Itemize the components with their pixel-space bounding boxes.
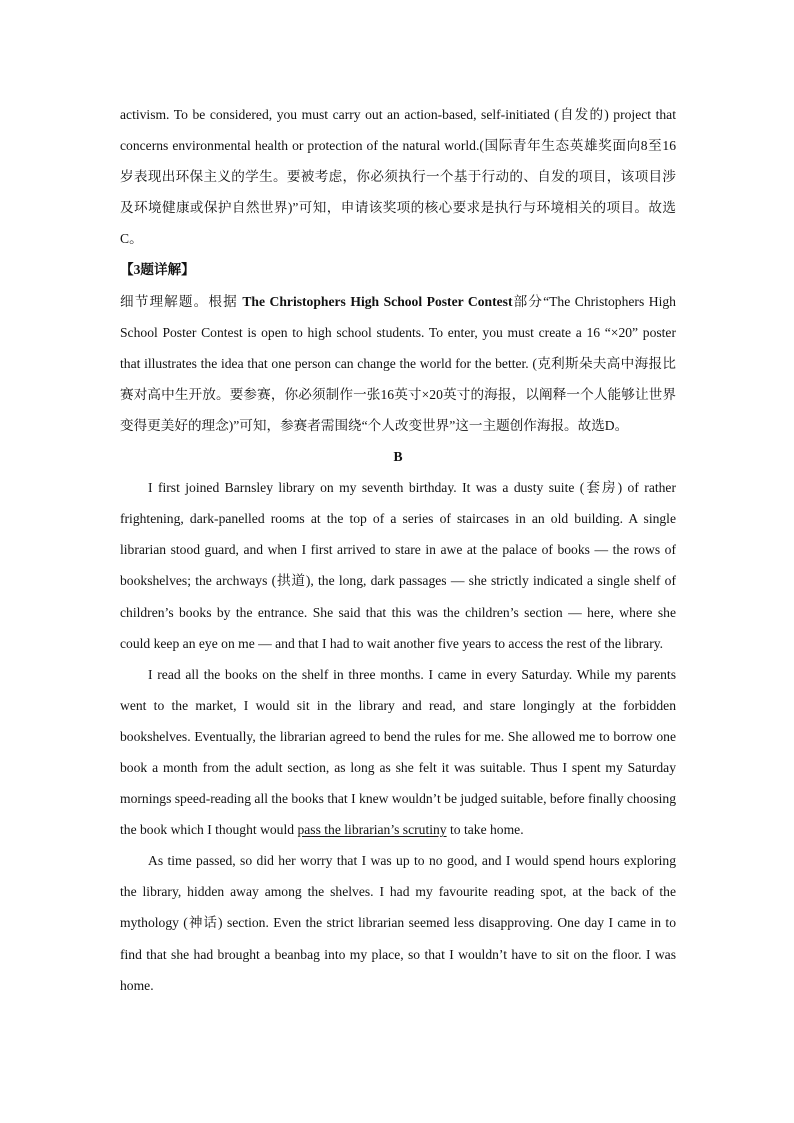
paragraph-2-text-before: I read all the books on the shelf in three months. I came in every Saturday. While my parents went to the market, I would sit in the library and read, and stare longingly at the forbidden bookshelves. Eventually, the librarian agreed to bend the rules for me. She allowed me to borrow one book a month from the adult section, as long as she felt it was suitable. Thus I spent my Saturday mornings speed-reading all the books that I knew wouldn’t be judged suitable, before finally choosing the book which I thought would	[120, 666, 676, 838]
question-3-explanation	[120, 286, 676, 441]
paragraph-2-text-after: to take home.	[446, 822, 524, 838]
passage-b-paragraph-2	[120, 659, 676, 846]
question-3-intro: 细节理解题。根据	[120, 293, 243, 309]
document-body	[120, 99, 676, 1001]
answer-2-explanation: activism. To be considered, you must carry out an action-based, self-initiated (自发的) project that concerns environmental health or protection of the natural world.(国际青年生态英雄奖面向8至16岁表现出环保主义的学生。要被考虑，你必须执行一个基于行动的、自发的项目，该项目涉及环境健康或保护自然世界)”可知，申请该奖项的核心要求是执行与环境相关的项目。故选C。	[120, 107, 676, 247]
passage-b-paragraph-3: As time passed, so did her worry that I was up to no good, and I would spend hours exploring the library, hidden away among the shelves. I had my favourite reading spot, at the back of the mythology (神话) section. Even the strict librarian seemed less disapproving. One day I came in to find that she had brought a beanbag into my place, so that I wouldn’t have to sit on the floor. I was home.	[120, 853, 676, 993]
passage-b-title: B	[393, 449, 403, 465]
poster-contest-section-name: The Christophers High School Poster Contest	[242, 293, 513, 309]
question-3-body: 部分“The Christophers High School Poster Contest is open to high school students. To enter, you must create a 16 “×20” poster that illustrates the idea that one person can change the world for the better. (克利斯朵夫高中海报比赛对高中生开放。要参赛，你必须制作一张16英寸×20英寸的海报，以阐释一个人能够让世界变得更美好的理念)”可知，参赛者需围绕“个人改变世界”这一主题创作海报。故选D。	[120, 293, 676, 433]
passage-b-paragraph-1: I first joined Barnsley library on my seventh birthday. It was a dusty suite (套房) of rather frightening, dark-panelled rooms at the top of a series of staircases in an old building. A single librarian stood guard, and when I first arrived to stare in awe at the palace of books — the rows of bookshelves; the archways (拱道), the long, dark passages — she strictly indicated a single shelf of children’s books by the entrance. She said that this was the children’s section — here, where she could keep an eye on me — and that I had to wait another five years to access the rest of the library.	[120, 480, 676, 651]
underlined-phrase: pass the librarian’s scrutiny	[297, 822, 447, 838]
question-3-heading: 【3题详解】	[120, 262, 195, 278]
